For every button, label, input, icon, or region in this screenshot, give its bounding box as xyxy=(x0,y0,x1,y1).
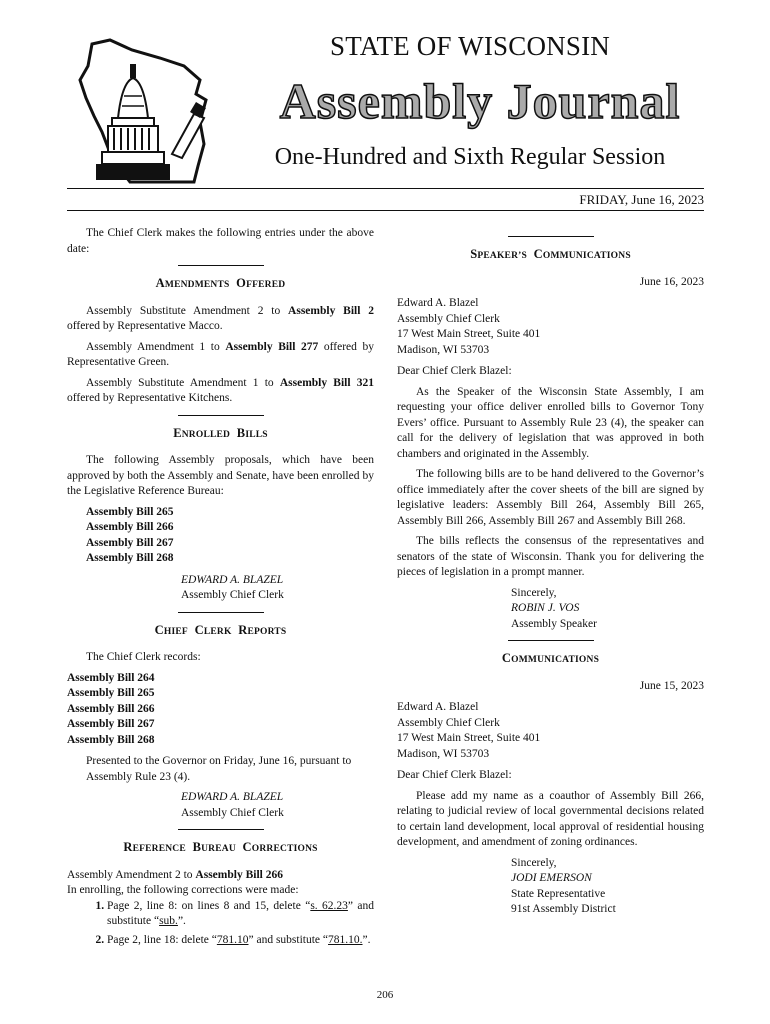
header-rule-bottom xyxy=(67,210,704,211)
letter-address xyxy=(397,700,704,762)
section-heading-communications: COMMUNICATIONS xyxy=(501,651,600,665)
section-divider xyxy=(178,612,264,613)
signer-name: EDWARD A. BLAZEL xyxy=(181,573,284,586)
signer-name: JODI EMERSON xyxy=(511,872,592,884)
right-column xyxy=(397,226,704,924)
bill-item: Assembly Bill 265 xyxy=(67,687,155,699)
signature-block xyxy=(67,573,374,604)
signer-title: Assembly Chief Clerk xyxy=(181,806,284,819)
bill-item: Assembly Bill 268 xyxy=(67,733,155,746)
corrections-list xyxy=(67,899,374,949)
letter-salutation: Dear Chief Clerk Blazel: xyxy=(397,769,512,781)
section-divider xyxy=(178,415,264,416)
address-line: Assembly Chief Clerk xyxy=(397,312,500,325)
closing: Sincerely, xyxy=(511,586,557,599)
bill-item: Assembly Bill 266 xyxy=(86,521,174,533)
letter-date: June 16, 2023 xyxy=(639,275,704,288)
intro-text: The Chief Clerk makes the following entries under the above date: xyxy=(67,227,374,255)
letter-paragraph: As the Speaker of the Wisconsin State Assembly, I am requesting your office deliver enrolled bills to Governor Tony Evers’ office. Pursuant to Assembly Rule 23 (4), the speaker can call for the delivery of legislation that was approved in both chambers and originated in the Assembly. xyxy=(397,385,704,460)
correction-item: 2. Page 2, line 18: delete “781.10” and substitute “781.10.”. xyxy=(107,933,374,949)
signer-district: 91st Assembly District xyxy=(511,903,616,915)
section-divider xyxy=(508,236,594,237)
left-column xyxy=(67,226,374,951)
reference-amendment-line: Assembly Amendment 2 to Assembly Bill 266 xyxy=(67,868,283,881)
journal-header xyxy=(0,0,770,215)
address-line: Edward A. Blazel xyxy=(397,701,479,713)
closing: Sincerely, xyxy=(511,856,557,869)
letter-address xyxy=(397,296,704,358)
section-heading-reference-bureau: REFERENCE BUREAU CORRECTIONS xyxy=(123,840,318,854)
letter-paragraph: The following bills are to be hand delivered to the Governor’s office immediately after the cover sheets of the bill are signed by legislative leaders: Assembly Bill 264, Assembly Bill 265, Assembly Bill 266, Assembly Bill 267 and Assembly Bill 268. xyxy=(397,468,704,527)
letter-paragraph: Please add my name as a coauthor of Assembly Bill 266, relating to judicial review of local governmental decisions related to certain land development, local approval of residential housing development, and amendment of zoning ordinances. xyxy=(397,789,704,848)
section-divider xyxy=(178,265,264,266)
wisconsin-capitol-logo-icon xyxy=(72,36,222,184)
signature-block xyxy=(397,856,704,918)
address-line: Madison, WI 53703 xyxy=(397,343,490,356)
chief-clerk-bill-list xyxy=(67,671,374,749)
bill-item: Assembly Bill 266 xyxy=(67,702,155,715)
letter-paragraph: The bills reflects the consensus of the representatives and senators of the state of Wisconsin. Thank you for delivering the pieces of legislation in a prompt manner. xyxy=(397,535,704,578)
signature-block xyxy=(67,790,374,821)
signer-name: EDWARD A. BLAZEL xyxy=(181,791,284,803)
section-divider xyxy=(508,640,594,641)
address-line: Assembly Chief Clerk xyxy=(397,716,500,729)
signature-block xyxy=(397,586,704,633)
correction-item: 1. Page 2, line 8: on lines 8 and 15, delete “s. 62.23” and substitute “sub.”. xyxy=(107,899,374,930)
signer-title: State Representative xyxy=(511,887,606,900)
bill-item: Assembly Bill 264 xyxy=(67,671,155,684)
enrolled-text: The following Assembly proposals, which have been approved by both the Assembly and Senate, have been enrolled by the Legislative Reference Bureau: xyxy=(67,454,374,497)
page-number: 206 xyxy=(376,989,394,1001)
section-divider xyxy=(178,829,264,830)
bill-item: Assembly Bill 267 xyxy=(86,536,174,549)
presented-text: Presented to the Governor on Friday, June 16, pursuant to Assembly Rule 23 (4). xyxy=(86,755,352,783)
journal-date: FRIDAY, June 16, 2023 xyxy=(579,192,704,207)
address-line: Edward A. Blazel xyxy=(397,297,479,309)
journal-title: Assembly Journal xyxy=(279,73,681,129)
section-heading-chief-clerk: CHIEF CLERK REPORTS xyxy=(154,622,287,637)
bill-item: Assembly Bill 265 xyxy=(86,505,174,518)
amendment-item: Assembly Substitute Amendment 2 to Assembly Bill 2 offered by Representative Macco. xyxy=(67,304,374,332)
session-title: One-Hundred and Sixth Regular Session xyxy=(274,144,666,170)
reference-enrolling-line: In enrolling, the following corrections were made: xyxy=(67,884,299,896)
section-heading-amendments: AMENDMENTS OFFERED xyxy=(155,276,286,290)
amendment-item: Assembly Amendment 1 to Assembly Bill 277 offered by Representative Green. xyxy=(67,340,374,368)
signer-title: Assembly Speaker xyxy=(511,617,597,630)
state-title: STATE OF WISCONSIN xyxy=(330,31,610,61)
chief-clerk-text: The Chief Clerk records: xyxy=(86,651,201,663)
section-heading-enrolled: ENROLLED BILLS xyxy=(173,425,268,440)
address-line: 17 West Main Street, Suite 401 xyxy=(397,328,541,340)
signer-title: Assembly Chief Clerk xyxy=(181,589,284,601)
address-line: Madison, WI 53703 xyxy=(397,747,490,760)
bill-item: Assembly Bill 267 xyxy=(67,718,155,730)
header-rule-top xyxy=(67,188,704,189)
letter-salutation: Dear Chief Clerk Blazel: xyxy=(397,365,512,377)
bill-item: Assembly Bill 268 xyxy=(86,552,174,564)
letter-date: June 15, 2023 xyxy=(639,679,704,692)
signer-name: ROBIN J. VOS xyxy=(511,602,580,614)
amendment-item: Assembly Substitute Amendment 1 to Assembly Bill 321 offered by Representative Kitchens. xyxy=(67,376,374,404)
section-heading-speaker: SPEAKER’S COMMUNICATIONS xyxy=(470,247,631,261)
address-line: 17 West Main Street, Suite 401 xyxy=(397,732,541,744)
enrolled-bill-list xyxy=(67,505,374,567)
